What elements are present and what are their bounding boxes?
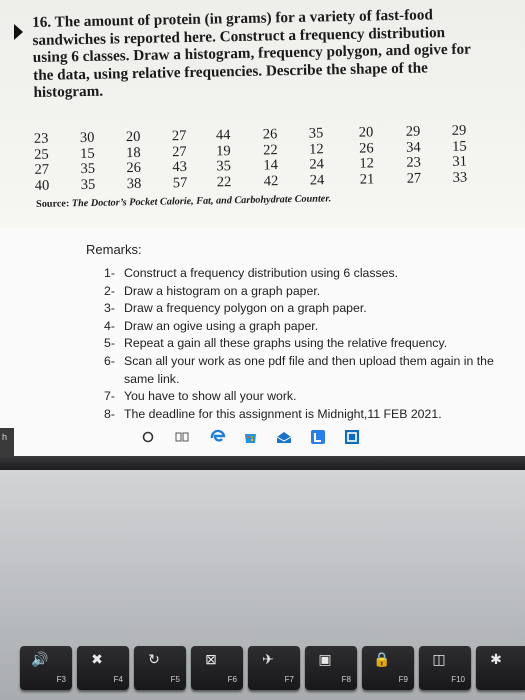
source-title: The Doctor’s Pocket Calorie, Fat, and Carbohydrate Counter. (71, 193, 332, 210)
remark-text: Construct a frequency distribution using 6 classes. (124, 266, 399, 280)
edge-text: h (2, 432, 8, 442)
remark-text: Draw a frequency polygon on a graph paper. (124, 301, 367, 316)
table-cell: 26 (126, 159, 142, 177)
table-cell: 26 (262, 126, 278, 143)
protein-data-table (26, 122, 482, 193)
function-key[interactable] (191, 646, 243, 690)
table-cell: 30 (79, 129, 95, 146)
function-key[interactable] (134, 646, 186, 690)
table-cell: 35 (80, 160, 96, 177)
table-cell: 18 (126, 144, 141, 161)
table-cell: 34 (405, 138, 421, 156)
table-cell: 20 (358, 124, 374, 141)
edge-icon[interactable] (210, 429, 226, 445)
outlook-icon[interactable] (344, 429, 360, 445)
laptop-screen (0, 228, 525, 456)
task-view-icon[interactable] (174, 429, 190, 445)
function-key[interactable] (248, 646, 300, 690)
remarks-list (104, 265, 514, 423)
textbook-page (0, 0, 525, 228)
function-key[interactable] (362, 646, 414, 690)
adjacent-window-edge (0, 428, 14, 456)
search-icon[interactable] (140, 429, 156, 445)
remark-number: 7- (104, 389, 115, 404)
taskbar (120, 426, 390, 452)
function-key[interactable] (305, 646, 357, 690)
remark-item (104, 353, 514, 388)
brightness-icon: ✱ (490, 650, 502, 667)
table-cell: 40 (34, 177, 50, 194)
function-key-label: F6 (227, 675, 237, 684)
table-cell: 27 (171, 127, 187, 145)
remarks-heading: Remarks: (86, 242, 142, 257)
remark-text: Draw a histogram on a graph paper. (124, 283, 321, 298)
remark-number: 3- (104, 301, 115, 316)
table-cell: 23 (406, 154, 422, 171)
remark-item (104, 335, 514, 353)
table-cell: 42 (263, 172, 279, 189)
table-cell: 15 (451, 138, 467, 155)
remark-item (104, 388, 514, 406)
function-key-label: F5 (170, 675, 180, 684)
remark-number: 2- (104, 283, 115, 298)
table-cell: 43 (172, 158, 188, 176)
airplane-icon: ✈ (262, 650, 274, 667)
remark-text: Draw an ogive using a graph paper. (124, 318, 319, 333)
table-cell: 24 (309, 156, 325, 173)
function-key[interactable] (20, 646, 72, 690)
remark-item (104, 265, 514, 283)
table-cell: 12 (359, 155, 375, 172)
table-cell: 19 (216, 142, 231, 159)
screenshot-icon: ▣ (318, 650, 332, 667)
function-key[interactable] (419, 646, 471, 690)
table-cell: 15 (80, 145, 95, 162)
table-cell: 44 (215, 127, 231, 144)
function-key[interactable] (77, 646, 129, 690)
mic-mute-icon: ✖ (91, 650, 103, 667)
remark-text: The deadline for this assignment is Midnight,11 FEB 2021. (124, 406, 442, 421)
function-key-label: F8 (341, 675, 351, 684)
table-cell: 21 (359, 170, 375, 188)
table-cell: 29 (451, 122, 467, 139)
remark-item (104, 300, 514, 318)
app-icon[interactable] (310, 429, 326, 445)
remark-text: You have to show all your work. (124, 389, 297, 404)
table-cell: 57 (172, 174, 188, 191)
table-cell: 27 (34, 161, 50, 178)
remark-text: Scan all your work as one pdf file and then upload them again in the same link. (124, 353, 494, 386)
table-cell: 22 (263, 141, 278, 158)
table-cell: 20 (125, 128, 141, 146)
remark-number: 8- (104, 406, 115, 421)
data-source (36, 193, 331, 210)
table-cell: 22 (216, 173, 232, 190)
display-switch-icon: ◫ (432, 650, 446, 667)
mail-icon[interactable] (276, 429, 292, 445)
function-key-label: F7 (284, 675, 294, 684)
refresh-icon: ↻ (148, 650, 160, 667)
function-key-label: F4 (113, 675, 123, 684)
table-cell: 12 (308, 140, 324, 158)
remark-item (104, 283, 514, 301)
table-cell: 25 (34, 146, 49, 163)
table-cell: 26 (358, 139, 374, 157)
source-prefix: Source: (36, 198, 70, 210)
laptop-bezel (0, 456, 525, 470)
table-cell: 23 (33, 130, 49, 147)
table-cell: 27 (172, 143, 187, 160)
screen-off-icon: ⊠ (205, 650, 217, 667)
table-cell: 35 (80, 176, 96, 193)
table-cell: 35 (308, 125, 324, 142)
function-key[interactable] (476, 646, 525, 690)
function-key-label: F10 (451, 675, 465, 684)
remark-number: 5- (104, 336, 115, 351)
function-key-label: F3 (56, 675, 66, 684)
volume-up-icon: 🔊 (31, 650, 49, 667)
table-cell: 38 (126, 175, 142, 192)
table-cell: 35 (216, 158, 232, 175)
table-cell: 33 (452, 169, 468, 186)
function-key-row (0, 646, 525, 700)
remark-number: 1- (104, 266, 115, 280)
store-icon[interactable] (242, 429, 258, 445)
remark-text: Repeat a gain all these graphs using the relative frequency. (124, 336, 448, 351)
exercise-marker-icon (14, 24, 23, 40)
table-cell: 14 (263, 157, 279, 174)
lock-icon: 🔒 (373, 650, 391, 667)
remark-item (104, 406, 514, 424)
remark-number: 4- (104, 318, 115, 333)
exercise-problem: 16. The amount of protein (in grams) for a variety of fast-food sandwiches is reported here. Construct a frequency distribution using 6 classes. Draw a histogram, frequency polygon, and ogive for the data, using relative frequencies. Describe the shape of the histogram. (32, 6, 471, 101)
remark-item (104, 318, 514, 336)
table-cell: 27 (406, 169, 422, 187)
remark-number: 6- (104, 353, 115, 368)
table-cell: 29 (405, 123, 421, 140)
function-key-label: F9 (398, 675, 408, 684)
table-cell: 31 (452, 153, 468, 170)
table-cell: 24 (309, 171, 325, 189)
